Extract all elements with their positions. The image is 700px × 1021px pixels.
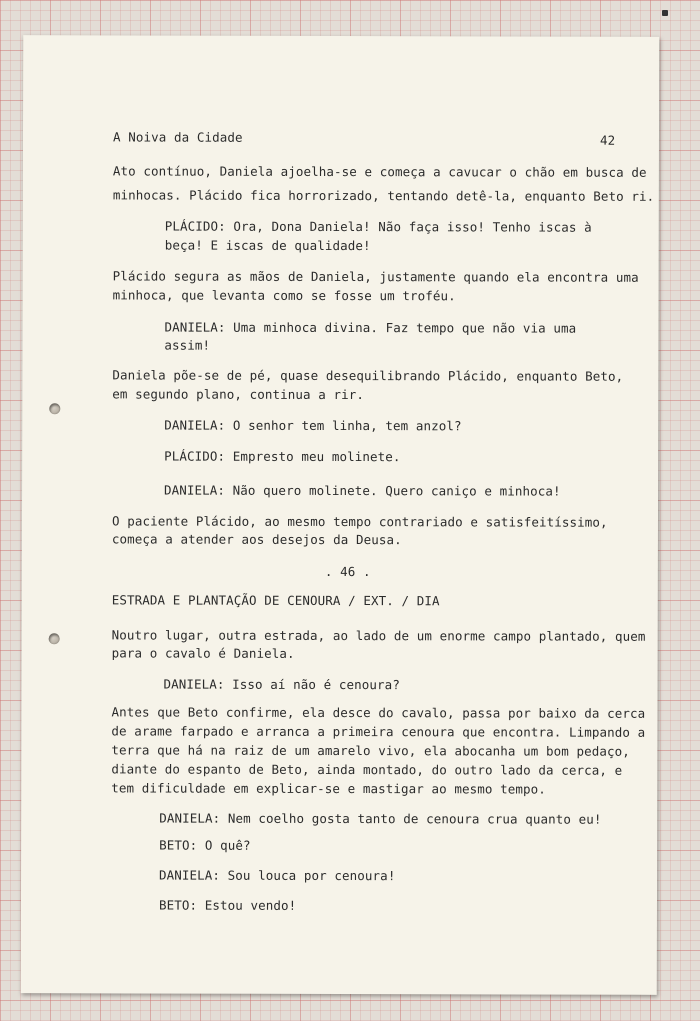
action-line: minhoca, que levanta como se fosse um troféu. xyxy=(112,287,456,304)
dialogue-line: beça! E iscas de qualidade! xyxy=(164,237,371,254)
action-line: Ato contínuo, Daniela ajoelha-se e começa a cavucar o chão em busca de xyxy=(112,163,647,180)
page-number: 42 xyxy=(599,132,616,148)
dialogue-line: assim! xyxy=(164,337,211,353)
action-line: para o cavalo é Daniela. xyxy=(111,645,295,661)
corner-mark xyxy=(662,10,668,16)
scene-number: . 46 . xyxy=(324,563,371,580)
page-header-title: A Noiva da Cidade xyxy=(112,129,243,145)
action-line: começa a atender aos desejos da Deusa. xyxy=(111,531,402,548)
action-line: Plácido segura as mãos de Daniela, justamente quando ela encontra uma xyxy=(112,268,639,285)
action-line: minhocas. Plácido fica horrorizado, tentando detê-la, enquanto Beto ri. xyxy=(112,187,655,204)
dialogue-line: BETO: Estou vendo! xyxy=(158,897,297,913)
dialogue-line: DANIELA: Nem coelho gosta tanto de cenoura crua quanto eu! xyxy=(159,810,602,827)
dialogue-line: BETO: O quê? xyxy=(159,837,251,853)
action-line: Noutro lugar, outra estrada, ao lado de um enorme campo plantado, quem xyxy=(111,627,646,644)
punch-hole xyxy=(49,633,60,644)
dialogue-line: DANIELA: Sou louca por cenoura! xyxy=(159,867,396,884)
action-line: tem dificuldade em explicar-se e mastigar ao mesmo tempo. xyxy=(111,780,546,797)
dialogue-line: DANIELA: Isso aí não é cenoura? xyxy=(163,676,400,693)
script-page xyxy=(21,35,660,995)
action-line: Daniela põe-se de pé, quase desequilibrando Plácido, enquanto Beto, xyxy=(112,367,624,384)
action-line: terra que há na raiz de um amarelo vivo, ela abocanha um bom pedaço, xyxy=(111,742,630,759)
action-line: diante do espanto de Beto, ainda montado, do outro lado da cerca, e xyxy=(111,761,623,778)
dialogue-line: DANIELA: O senhor tem linha, tem anzol? xyxy=(164,417,462,434)
action-line: em segundo plano, continua a rir. xyxy=(112,386,364,403)
dialogue-line: DANIELA: Não quero molinete. Quero caniço e minhoca! xyxy=(164,482,561,499)
dialogue-line: DANIELA: Uma minhoca divina. Faz tempo que não via uma xyxy=(164,319,577,336)
scene-heading: ESTRADA E PLANTAÇÃO DE CENOURA / EXT. / DIA xyxy=(111,592,440,609)
action-line: O paciente Plácido, ao mesmo tempo contrariado e satisfeitíssimo, xyxy=(111,513,608,530)
action-line: de arame farpado e arranca a primeira cenoura que encontra. Limpando a xyxy=(111,723,646,740)
punch-hole xyxy=(49,403,60,414)
action-line: Antes que Beto confirme, ela desce do cavalo, passa por baixo da cerca xyxy=(111,704,646,721)
dialogue-line: PLÁCIDO: Ora, Dona Daniela! Não faça isso! Tenho iscas à xyxy=(164,218,592,235)
dialogue-line: PLÁCIDO: Empresto meu molinete. xyxy=(164,448,401,465)
